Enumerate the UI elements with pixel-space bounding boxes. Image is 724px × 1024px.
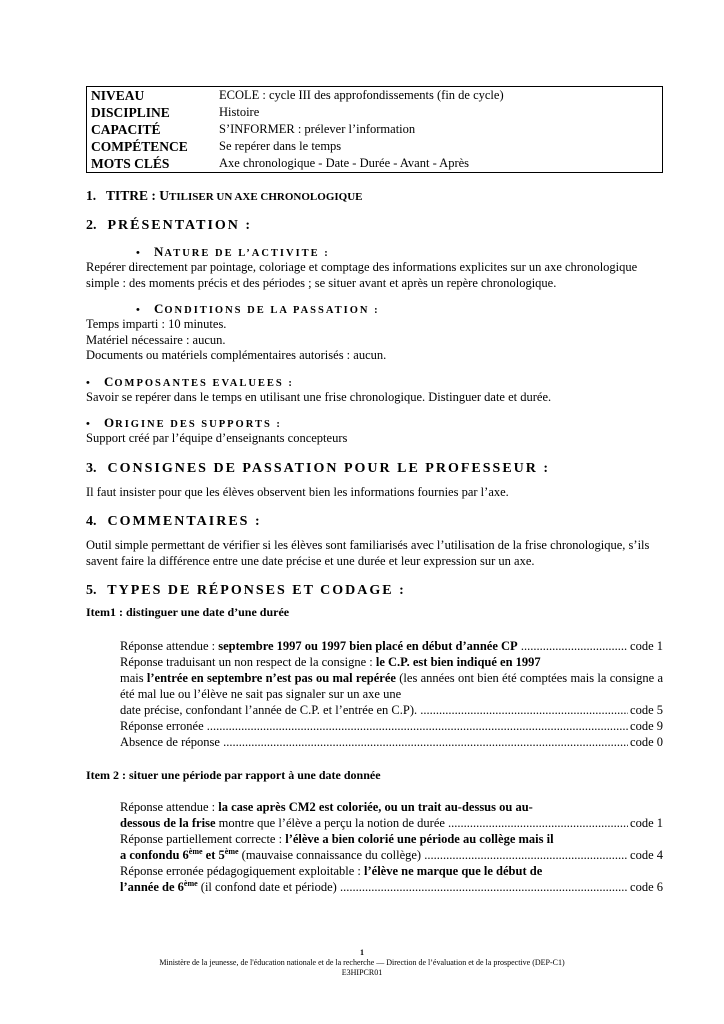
meta-value: Se repérer dans le temps bbox=[219, 139, 342, 153]
sub-first-letter: C bbox=[104, 373, 115, 389]
response-text bbox=[120, 831, 663, 847]
response-text-part: date précise, confondant l’année de C.P. et l’entrée en C.P). ..... bbox=[120, 702, 628, 718]
item2-title: Item 2 : situer une période par rapport à une date donnée bbox=[86, 768, 381, 782]
response-code: code 1 bbox=[630, 816, 663, 830]
response-bold: dessous de la frise bbox=[120, 816, 216, 830]
response-bold: le C.P. est bien indiqué en 1997 bbox=[375, 655, 541, 669]
item2-responses bbox=[86, 799, 663, 895]
response-label: Absence de réponse ..... bbox=[120, 734, 628, 750]
commentaires-text: Outil simple permettant de vérifier si les élèves sont familiarisés avec l’utilisation de la frise chronologique, s’ils savent faire la différence entre une date précise et une durée et leur expression sur un axe. bbox=[86, 538, 650, 568]
response-row bbox=[120, 718, 663, 734]
response-row bbox=[120, 702, 663, 718]
response-label: Réponse partiellement correcte : bbox=[120, 832, 286, 846]
origine-text: Support créé par l’équipe d’enseignants concepteurs bbox=[86, 431, 348, 445]
item1-responses bbox=[86, 638, 663, 750]
bullet-icon: • bbox=[136, 304, 140, 316]
response-label: Réponse attendue : bbox=[120, 800, 219, 814]
title-rest: TILISER UN AXE CHRONOLOGIQUE bbox=[169, 191, 363, 203]
consignes-text: Il faut insister pour que les élèves observent bien les informations fournies par l’axe. bbox=[86, 484, 509, 499]
response-code: code 4 bbox=[630, 848, 663, 862]
meta-row-niveau bbox=[87, 87, 663, 105]
response-label: Réponse traduisant un non respect de la consigne : bbox=[120, 655, 376, 669]
section-label: TITRE : bbox=[106, 188, 156, 203]
conditions-line: Matériel nécessaire : aucun. bbox=[86, 332, 226, 347]
nature-text: Repérer directement par pointage, coloriage et comptage des informations explicites sur un axe chronologique simple : des moments précis et des périodes ; se situer avant et après un repère chronologique. bbox=[86, 260, 638, 290]
subsection-origine bbox=[86, 415, 663, 431]
meta-key: DISCIPLINE bbox=[91, 105, 170, 120]
page-footer bbox=[0, 948, 724, 978]
meta-key: COMPÉTENCE bbox=[91, 139, 188, 154]
composantes-text: Savoir se repérer dans le temps en utilisant une frise chronologique. Distinguer date et durée. bbox=[86, 389, 552, 404]
response-code: code 0 bbox=[630, 735, 663, 749]
meta-row-discipline bbox=[87, 104, 663, 121]
response-text-part: (mauvaise connaissance du collège) bbox=[238, 848, 422, 862]
response-row bbox=[120, 638, 663, 654]
section-number: 5. bbox=[86, 583, 97, 598]
response-text bbox=[120, 863, 663, 879]
response-bold: l’année de 6 bbox=[120, 880, 184, 894]
response-text bbox=[120, 654, 663, 702]
bullet-icon: • bbox=[86, 418, 90, 430]
bullet-icon: • bbox=[86, 376, 90, 389]
conditions-line: Documents ou matériels complémentaires autorisés : aucun. bbox=[86, 348, 387, 362]
response-bold: l’élève a bien colorié une période au collège mais il bbox=[285, 832, 554, 846]
section-label: CONSIGNES DE PASSATION POUR LE PROFESSEUR : bbox=[107, 460, 551, 476]
response-text-part: (il confond date et période) bbox=[197, 880, 340, 894]
meta-key: MOTS CLÉS bbox=[91, 156, 170, 171]
superscript: ème bbox=[188, 847, 203, 856]
response-bold: l’entrée en septembre n’est pas ou mal repérée bbox=[146, 671, 396, 685]
section-label: PRÉSENTATION : bbox=[107, 218, 253, 233]
section-commentaires-heading bbox=[86, 514, 663, 530]
sub-first-letter: C bbox=[154, 301, 165, 316]
response-row bbox=[120, 815, 663, 831]
section-types-heading bbox=[86, 583, 663, 599]
response-text-part: mais bbox=[120, 671, 147, 685]
response-code: code 5 bbox=[630, 703, 663, 717]
section-title-heading bbox=[86, 188, 663, 204]
response-row bbox=[120, 847, 663, 863]
sub-first-letter: O bbox=[104, 415, 116, 430]
sub-first-letter: N bbox=[154, 244, 165, 259]
response-code: code 1 bbox=[630, 639, 663, 653]
response-label: Réponse erronée pédagogiquement exploitable : bbox=[120, 864, 365, 878]
section-number: 1. bbox=[86, 188, 97, 203]
response-row bbox=[120, 734, 663, 750]
meta-row-capacite bbox=[87, 121, 663, 138]
sub-rest: ATURE DE L’ACTIVITE : bbox=[164, 248, 330, 259]
item1-title: Item1 : distinguer une date d’une durée bbox=[86, 605, 290, 619]
meta-value: S’INFORMER : prélever l’information bbox=[219, 122, 416, 136]
sub-rest: RIGINE DES SUPPORTS : bbox=[115, 419, 282, 430]
meta-key: CAPACITÉ bbox=[91, 122, 161, 137]
meta-value: ECOLE : cycle III des approfondissements (fin de cycle) bbox=[219, 88, 504, 102]
footer-ministry: Ministère de la jeunesse, de l'éducation nationale et de la recherche — Direction de l’évaluation et de la prospective (DEP-C1) bbox=[159, 958, 565, 967]
page-number: 1 bbox=[360, 948, 364, 957]
response-text-part: montre que l’élève a perçu la notion de durée bbox=[215, 816, 445, 830]
superscript: ème bbox=[224, 847, 239, 856]
meta-row-competence bbox=[87, 138, 663, 155]
section-consignes-heading bbox=[86, 461, 663, 477]
sub-rest: ONDITIONS DE LA PASSATION : bbox=[164, 305, 380, 316]
response-bold: et 5 bbox=[202, 848, 225, 862]
response-text bbox=[120, 799, 663, 815]
section-number: 3. bbox=[86, 460, 97, 476]
response-bold: l’élève ne marque que le début de bbox=[364, 864, 543, 878]
response-expected: septembre 1997 ou 1997 bien placé en début d’année CP bbox=[218, 639, 518, 653]
subsection-conditions bbox=[86, 301, 663, 317]
section-label: COMMENTAIRES : bbox=[107, 514, 262, 529]
meta-key: NIVEAU bbox=[91, 88, 145, 103]
metadata-table bbox=[86, 86, 663, 173]
sub-rest: OMPOSANTES EVALUEES : bbox=[114, 377, 294, 389]
response-code: code 9 bbox=[630, 719, 663, 733]
response-row bbox=[120, 879, 663, 895]
subsection-nature bbox=[86, 244, 663, 260]
bullet-icon: • bbox=[136, 247, 140, 259]
response-code: code 6 bbox=[630, 880, 663, 894]
meta-row-mots-cles bbox=[87, 155, 663, 173]
conditions-line: Temps imparti : 10 minutes. bbox=[86, 317, 227, 331]
response-bold: a confondu 6 bbox=[120, 848, 189, 862]
superscript: ème bbox=[183, 879, 198, 888]
response-text-part: (les années ont bien été comptées mais la consigne a été mal lue ou l’élève ne sait pas signaler sur un axe une bbox=[120, 671, 663, 701]
footer-code: E3HIPCR01 bbox=[341, 968, 383, 977]
title-first-letter: U bbox=[159, 188, 170, 203]
section-label: TYPES DE RÉPONSES ET CODAGE : bbox=[107, 583, 406, 598]
section-number: 2. bbox=[86, 218, 97, 233]
response-label: Réponse attendue : bbox=[120, 639, 219, 653]
response-bold: la case après CM2 est coloriée, ou un trait au-dessus ou au- bbox=[218, 800, 533, 814]
document-page bbox=[86, 86, 663, 895]
meta-value: Histoire bbox=[219, 105, 260, 119]
meta-value: Axe chronologique - Date - Durée - Avant - Après bbox=[219, 156, 470, 170]
subsection-composantes bbox=[86, 374, 663, 390]
response-label: Réponse erronée ..... bbox=[120, 718, 628, 734]
section-presentation-heading bbox=[86, 218, 663, 234]
section-number: 4. bbox=[86, 514, 97, 529]
